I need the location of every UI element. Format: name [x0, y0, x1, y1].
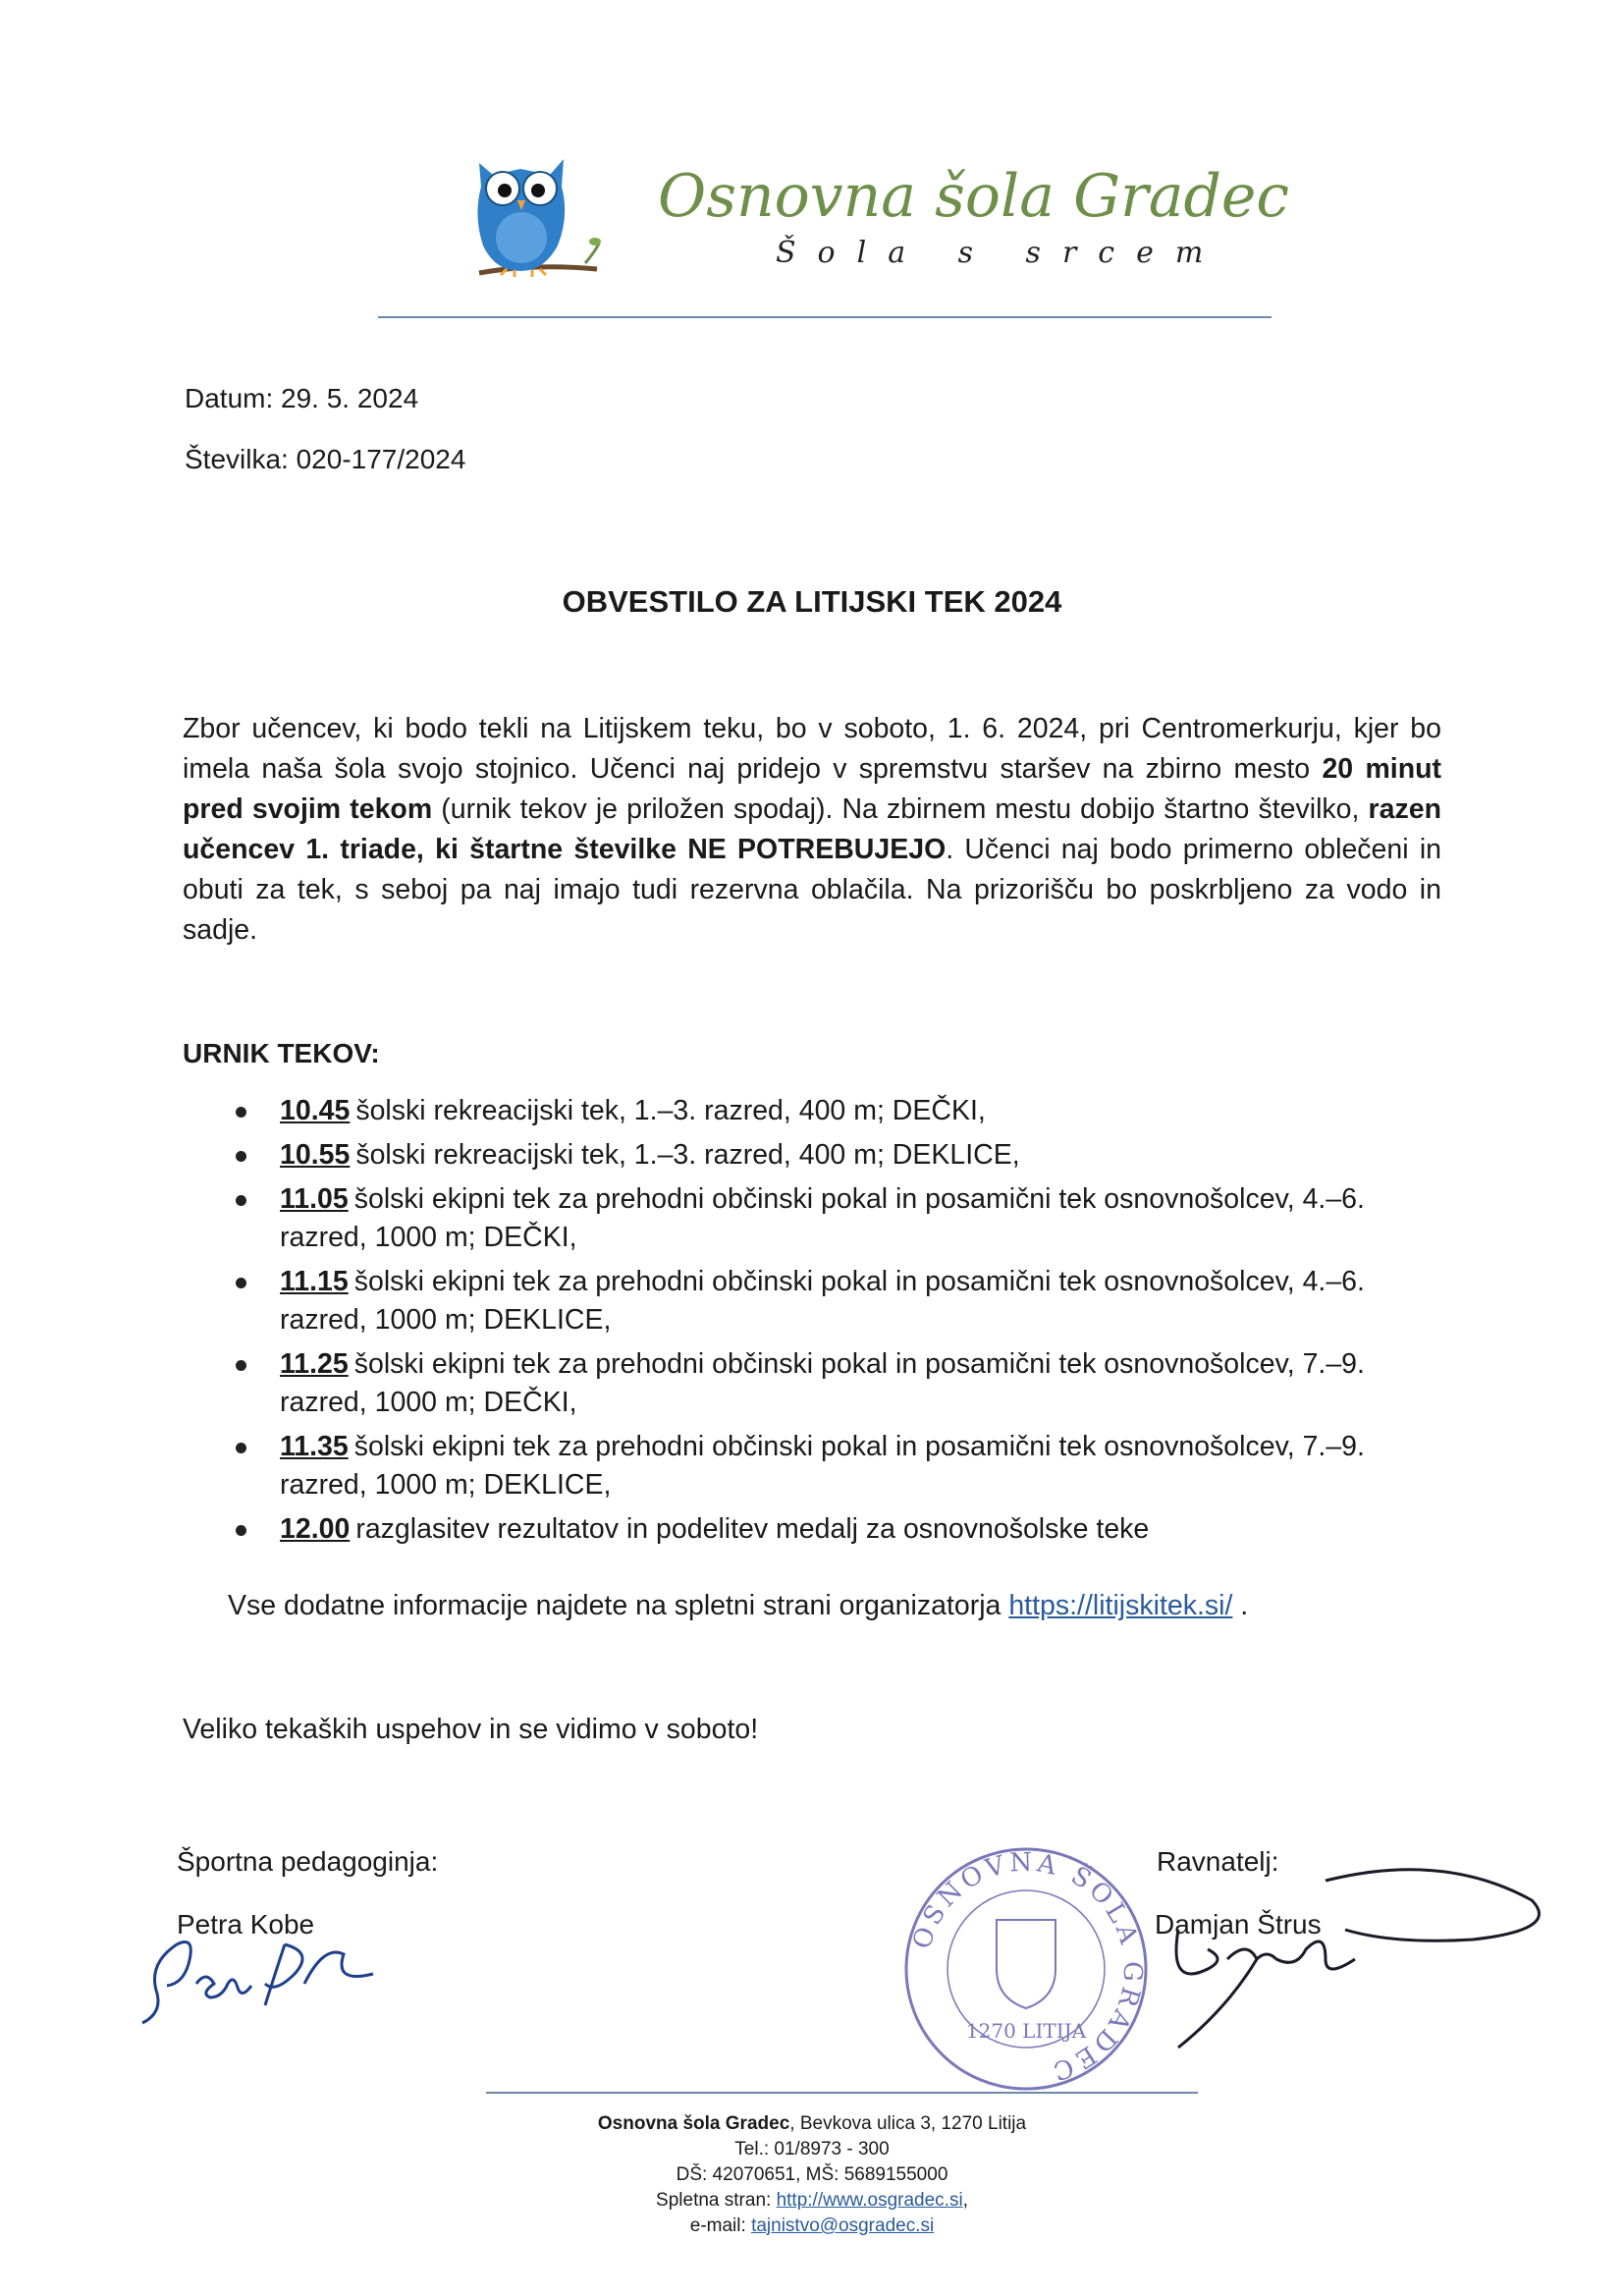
footer-org: Osnovna šola Gradec [597, 2113, 790, 2134]
schedule-text: šolski rekreacijski tek, 1.–3. razred, 400 m; DEČKI, [355, 1095, 986, 1126]
schedule-item [236, 1092, 1414, 1130]
footer-address: , Bevkova ulica 3, 1270 Litija [789, 2113, 1027, 2134]
footer-tel: Tel.: 01/8973 - 300 [734, 2139, 890, 2159]
schedule-time: 12.00 [280, 1513, 351, 1545]
schedule-item [236, 1180, 1414, 1257]
bullet-icon [236, 1107, 246, 1118]
schedule-text: šolski ekipni tek za prehodni občinski pokal in posamični tek osnovnošolcev, 7.–9. razred, 1000 m; DEKLICE, [280, 1431, 1365, 1501]
schedule-time: 11.15 [280, 1266, 349, 1297]
school-tagline: Šola s srcem [776, 236, 1225, 270]
schedule-time: 11.35 [280, 1431, 349, 1462]
footer-email-line [0, 2214, 1624, 2239]
schedule-item [236, 1345, 1414, 1422]
bullet-icon [236, 1278, 246, 1288]
notice-emphasis-2: razen učencev 1. triade, ki štartne številke NE POTREBUJEJO [183, 793, 1441, 865]
bullet-icon [236, 1443, 246, 1453]
footer-web-link[interactable]: http://www.osgradec.si [776, 2190, 963, 2211]
bullet-icon [236, 1525, 246, 1536]
organizer-link[interactable]: https://litijskitek.si/ [1008, 1590, 1233, 1621]
owl-logo-icon [460, 147, 607, 285]
more-info-suffix: . [1232, 1590, 1249, 1621]
schedule-text: šolski rekreacijski tek, 1.–3. razred, 400 m; DEKLICE, [355, 1139, 1020, 1171]
schedule-heading: URNIK TEKOV: [183, 1038, 380, 1068]
footer-email-link[interactable]: tajnistvo@osgradec.si [751, 2215, 935, 2236]
footer-web-line [0, 2188, 1624, 2214]
schedule-text: šolski ekipni tek za prehodni občinski pokal in posamični tek osnovnošolcev, 4.–6. razred, 1000 m; DEČKI, [280, 1183, 1365, 1253]
school-logo-name: Osnovna šola Gradec [658, 162, 1289, 231]
footer [0, 2111, 1624, 2239]
stamp-ring-text: OSNOVNA ŠOLA GRADEC [907, 1847, 1148, 2087]
more-info [228, 1590, 1248, 1622]
schedule-time: 11.05 [280, 1183, 349, 1215]
schedule-text: šolski ekipni tek za prehodni občinski pokal in posamični tek osnovnošolcev, 7.–9. razred, 1000 m; DEČKI, [280, 1348, 1365, 1418]
notice-text-3: . Učenci naj bodo primerno oblečeni in obuti za tek, s seboj pa naj imajo tudi rezervna oblačila. Na prizorišču bo poskrbljeno za vodo in sadje. [183, 834, 1441, 946]
document-date: Datum: 29. 5. 2024 [185, 383, 419, 413]
right-signature-icon [1149, 1861, 1561, 2057]
schedule-item [236, 1136, 1414, 1175]
stamp-center-text: 1270 LITIJA [965, 2019, 1087, 2043]
footer-web-suffix: , [962, 2190, 968, 2211]
left-signature-icon [137, 1925, 393, 2033]
more-info-text: Vse dodatne informacije najdete na spletni strani organizatorja [228, 1590, 1009, 1621]
notice-paragraph [183, 709, 1441, 951]
schedule-time: 10.45 [280, 1095, 351, 1126]
document-number: Številka: 020-177/2024 [185, 444, 466, 474]
schedule-text: šolski ekipni tek za prehodni občinski pokal in posamični tek osnovnošolcev, 4.–6. razred, 1000 m; DEKLICE, [280, 1266, 1365, 1336]
bullet-icon [236, 1151, 246, 1162]
footer-divider [486, 2092, 1198, 2094]
footer-ids: DŠ: 42070651, MŠ: 5689155000 [676, 2164, 948, 2185]
left-signatory-name: Petra Kobe [177, 1909, 315, 1940]
notice-text-2: (urnik tekov je priložen spodaj). Na zbirnem mestu dobijo štartno številko, [432, 793, 1369, 825]
left-signatory-title: Športna pedagoginja: [177, 1846, 439, 1877]
footer-email-label: e-mail: [689, 2215, 752, 2236]
document-title: OBVESTILO ZA LITIJSKI TEK 2024 [562, 584, 1062, 619]
bullet-icon [236, 1195, 246, 1206]
footer-address-line [0, 2111, 1624, 2137]
school-stamp-icon [889, 1831, 1164, 2106]
bullet-icon [236, 1360, 246, 1371]
schedule-item [236, 1510, 1414, 1549]
svg-text:OSNOVNA ŠOLA GRADEC [907, 1848, 1147, 2087]
right-signatory-title: Ravnatelj: [1157, 1846, 1279, 1877]
schedule-item [236, 1428, 1414, 1504]
schedule-text: razglasitev rezultatov in podelitev medalj za osnovnošolske teke [355, 1513, 1150, 1545]
schedule-list [236, 1092, 1414, 1555]
right-signatory-name: Damjan Štrus [1155, 1909, 1322, 1940]
notice-emphasis-1: 20 minut pred svojim tekom [183, 753, 1442, 825]
schedule-time: 11.25 [280, 1348, 349, 1380]
footer-web-label: Spletna stran: [656, 2190, 777, 2211]
schedule-item [236, 1263, 1414, 1339]
closing-line: Veliko tekaških uspehov in se vidimo v soboto! [183, 1714, 759, 1745]
notice-text-1: Zbor učencev, ki bodo tekli na Litijskem teku, bo v soboto, 1. 6. 2024, pri Centromerkurju, kjer bo imela naša šola svojo stojnico. Učenci naj pridejo v spremstvu staršev na zbirno mesto [183, 713, 1441, 785]
header-divider [378, 316, 1272, 318]
schedule-time: 10.55 [280, 1139, 351, 1171]
